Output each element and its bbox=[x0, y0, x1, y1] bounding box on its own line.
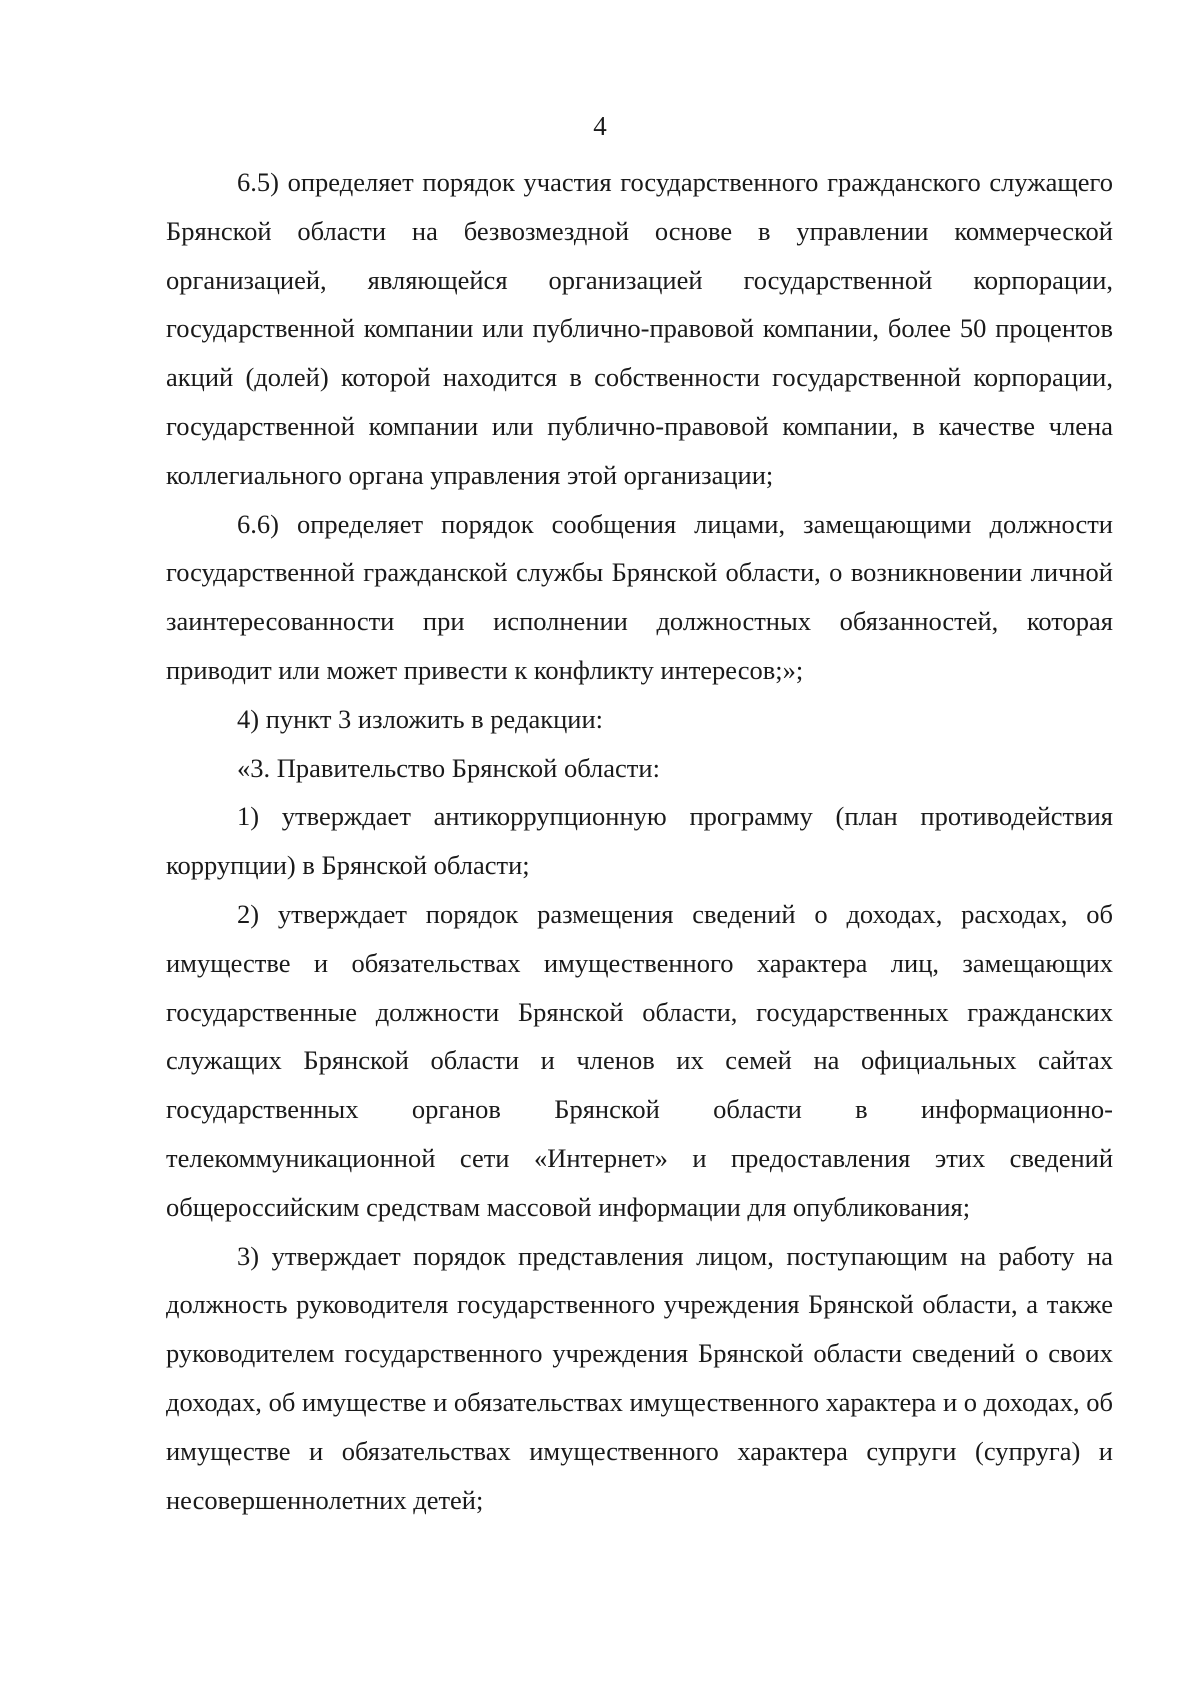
paragraph-6-5: 6.5) определяет порядок участия государственного гражданского служащего Брянской области на безвозмездной основе в управлении коммерческой организацией, являющейся организацией государственной корпорации, государственной компании или публично-правовой компании, более 50 процентов акций (долей) которой находится в собственности государственной корпорации, государственной компании или публично-правовой компании, в качестве члена коллегиального органа управления этой организации; bbox=[166, 167, 1113, 490]
paragraph-clause-3-heading: «3. Правительство Брянской области: bbox=[237, 752, 660, 783]
paragraph-3-1: 1) утверждает антикоррупционную программу (план противодействия коррупции) в Брянской области; bbox=[166, 801, 1113, 881]
paragraph-3-2: 2) утверждает порядок размещения сведений о доходах, расходах, об имуществе и обязательствах имущественного характера лиц, замещающих государственные должности Брянской области, государственных гражданских служащих Брянской области и членов их семей на официальных сайтах государственных органов Брянской области в информационно-телекоммуникационной сети «Интернет» и предоставления этих сведений общероссийским средствам массовой информации для опубликования; bbox=[166, 898, 1113, 1222]
page-number: 4 bbox=[593, 111, 607, 141]
paragraph-3-3: 3) утверждает порядок представления лицом, поступающим на работу на должность руководителя государственного учреждения Брянской области, а также руководителем государственного учреждения Брянской области сведений о своих доходах, об имуществе и обязательствах имущественного характера и о доходах, об имуществе и обязательствах имущественного характера супруги (супруга) и несовершеннолетних детей; bbox=[166, 1240, 1113, 1515]
document-body bbox=[166, 158, 1113, 1524]
paragraph-6-6: 6.6) определяет порядок сообщения лицами, замещающими должности государственной гражданской службы Брянской области, о возникновении личной заинтересованности при исполнении должностных обязанностей, которая приводит или может привести к конфликту интересов;»; bbox=[166, 508, 1113, 685]
paragraph-item-4: 4) пункт 3 изложить в редакции: bbox=[237, 703, 603, 734]
